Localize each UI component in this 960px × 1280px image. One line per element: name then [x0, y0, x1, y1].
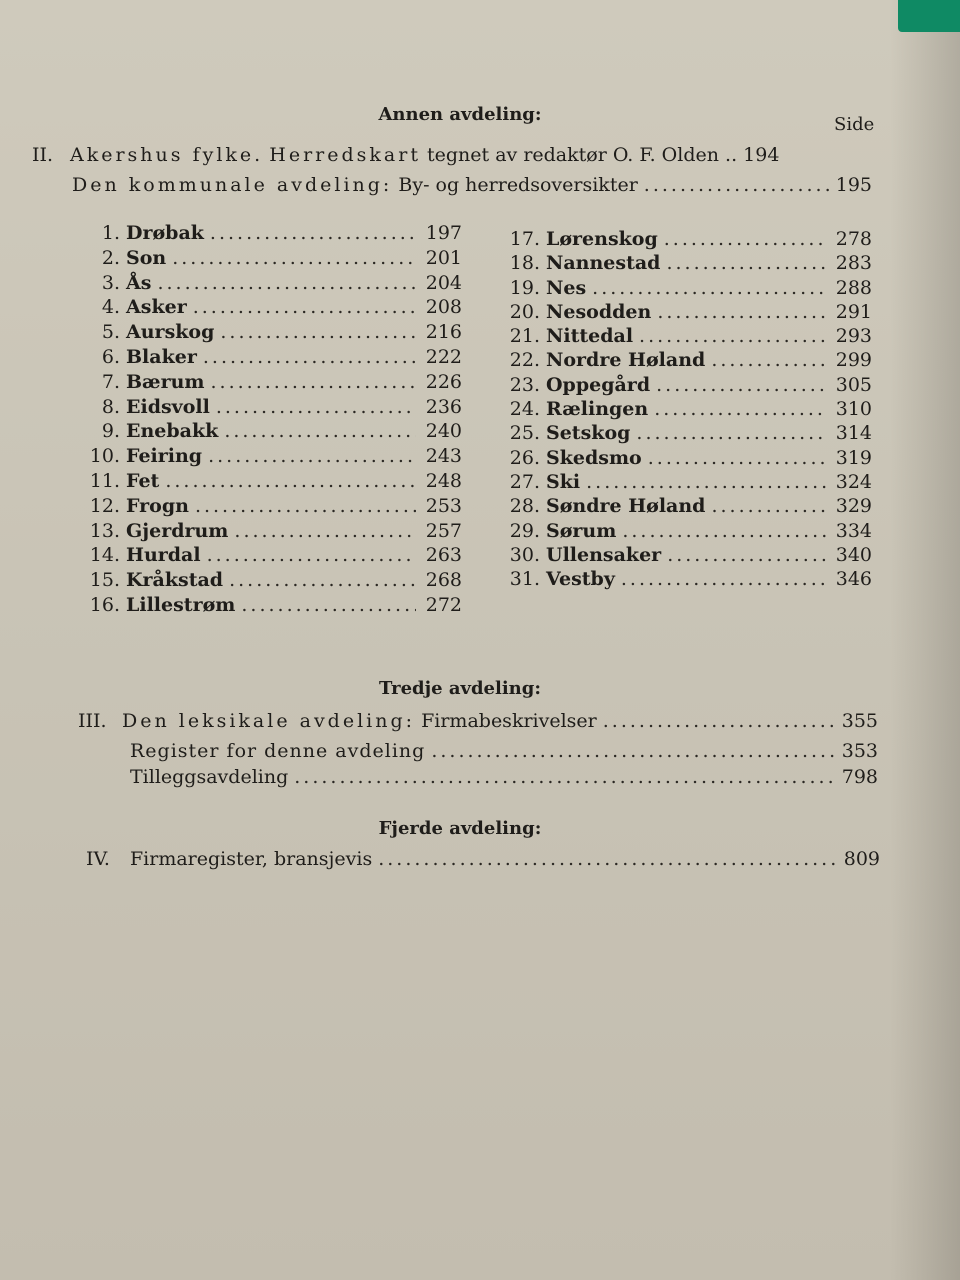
entry-name: Nannestad: [546, 252, 661, 275]
entry-number: 19.: [509, 276, 540, 299]
part2-sub-line: [72, 174, 872, 196]
fjerde-avdeling-heading: Fjerde avdeling:: [378, 818, 542, 839]
part3-tillegg-label: Tilleggsavdeling: [130, 766, 289, 788]
entry-page: 248: [425, 469, 462, 492]
part2-title-spaced: Akershus fylke.: [70, 144, 264, 166]
part3-title-rest: Firmabeskrivelser: [421, 710, 597, 732]
entry-page: 272: [425, 593, 462, 616]
leader-dots: [211, 371, 416, 393]
entry-name: Skedsmo: [546, 446, 642, 469]
leader-dots: [592, 277, 826, 299]
entry-number: 31.: [509, 568, 540, 591]
list-item: [506, 398, 872, 422]
entry-page: 240: [425, 420, 462, 443]
entry-page: 334: [835, 519, 872, 542]
entry-name: Son: [126, 246, 167, 269]
list-item: [86, 396, 462, 421]
part3-register-label: Register for denne avdeling: [130, 740, 426, 762]
entry-page: 236: [425, 395, 462, 418]
part3-title-page: 355: [841, 710, 878, 732]
entry-name: Søndre Høland: [546, 495, 706, 518]
entry-number: 24.: [509, 398, 540, 421]
entry-page: 243: [425, 445, 462, 468]
entry-number: 16.: [89, 593, 120, 616]
entry-number: 28.: [509, 495, 540, 518]
part3-register-page: 353: [841, 740, 878, 762]
leader-dots: [193, 296, 416, 318]
part4-page: 809: [843, 848, 880, 870]
leader-dots: [639, 325, 826, 347]
part4-title-line: [86, 848, 880, 870]
entry-page: 208: [425, 296, 462, 319]
entry-number: 9.: [101, 420, 120, 443]
entry-number: 4.: [101, 296, 120, 319]
entry-page: 197: [425, 222, 462, 244]
list-item: [506, 520, 872, 544]
entry-name: Frogn: [126, 494, 189, 517]
entry-number: 22.: [509, 349, 540, 372]
entry-name: Bærum: [126, 370, 205, 393]
leader-dots: [216, 396, 416, 418]
list-item: [86, 222, 462, 247]
entry-page: 329: [835, 495, 872, 518]
entry-page: 305: [835, 373, 872, 396]
entry-number: 1.: [101, 222, 120, 244]
list-item: [86, 470, 462, 495]
entry-page: 319: [835, 446, 872, 469]
list-item: [506, 471, 872, 495]
leader-dots: [667, 544, 826, 566]
list-item: [86, 420, 462, 445]
part3-roman: III.: [78, 710, 107, 732]
municipality-list-left: [86, 222, 462, 619]
leader-dots: [664, 228, 826, 250]
leader-dots: [172, 247, 416, 269]
entry-number: 23.: [509, 373, 540, 396]
list-item: [86, 594, 462, 619]
entry-page: 278: [835, 228, 872, 250]
entry-number: 6.: [101, 345, 120, 368]
part4-title: Firmaregister, bransjevis: [130, 848, 373, 870]
part3-register-line: [130, 740, 878, 762]
side-column-label: Side: [834, 114, 875, 135]
entry-number: 21.: [509, 325, 540, 348]
green-cover-corner: [898, 0, 960, 32]
leader-dots: [603, 710, 836, 732]
entry-number: 30.: [509, 543, 540, 566]
entry-page: 263: [425, 544, 462, 567]
list-item: [506, 252, 872, 276]
leader-dots: [208, 445, 416, 467]
entry-name: Ullensaker: [546, 543, 662, 566]
part3-title-spaced: Den leksikale avdeling:: [122, 710, 416, 732]
entry-page: 293: [835, 325, 872, 348]
part3-title-line: [78, 710, 878, 732]
list-item: [86, 296, 462, 321]
entry-page: 204: [425, 271, 462, 294]
list-item: [86, 520, 462, 545]
leader-dots: [656, 374, 826, 396]
leader-dots: [711, 349, 826, 371]
entry-number: 7.: [101, 370, 120, 393]
list-item: [506, 447, 872, 471]
leader-dots: [657, 301, 826, 323]
entry-page: 288: [835, 276, 872, 299]
part2-sub-rest: By- og herredsoversikter: [398, 174, 638, 196]
entry-page: 314: [835, 422, 872, 445]
entry-page: 222: [425, 345, 462, 368]
entry-page: 257: [425, 519, 462, 542]
entry-number: 27.: [509, 470, 540, 493]
leader-dots: [666, 252, 826, 274]
list-item: [86, 247, 462, 272]
list-item: [506, 422, 872, 446]
entry-name: Kråkstad: [126, 569, 224, 592]
entry-name: Asker: [126, 296, 187, 319]
entry-number: 10.: [89, 445, 120, 468]
entry-number: 25.: [509, 422, 540, 445]
part3-tillegg-line: [130, 766, 878, 788]
entry-name: Enebakk: [126, 420, 219, 443]
part2-title-spaced2: Herredskart: [269, 144, 421, 166]
leader-dots: [210, 222, 416, 244]
list-item: [506, 325, 872, 349]
entry-number: 5.: [101, 321, 120, 344]
entry-name: Drøbak: [126, 222, 204, 244]
entry-page: 340: [835, 543, 872, 566]
entry-name: Aurskog: [126, 321, 215, 344]
entry-name: Blaker: [126, 345, 197, 368]
entry-number: 11.: [89, 469, 120, 492]
leader-dots: [165, 470, 416, 492]
leader-dots: [648, 447, 826, 469]
leader-dots: [431, 740, 835, 762]
list-item: [506, 568, 872, 592]
leader-dots: [654, 398, 826, 420]
entry-number: 3.: [101, 271, 120, 294]
part3-tillegg-page: 798: [841, 766, 878, 788]
entry-name: Nes: [546, 276, 587, 299]
part4-roman: IV.: [86, 848, 110, 870]
entry-name: Lillestrøm: [126, 593, 236, 616]
annen-avdeling-heading: Annen avdeling:: [378, 104, 542, 125]
entry-number: 20.: [509, 300, 540, 323]
list-item: [86, 495, 462, 520]
entry-number: 8.: [101, 395, 120, 418]
entry-number: 18.: [509, 252, 540, 275]
entry-name: Nesodden: [546, 300, 652, 323]
entry-page: 201: [425, 246, 462, 269]
list-item: [86, 321, 462, 346]
list-item: [86, 371, 462, 396]
entry-page: 299: [835, 349, 872, 372]
entry-name: Feiring: [126, 445, 203, 468]
entry-page: 324: [835, 470, 872, 493]
entry-name: Ås: [126, 271, 152, 294]
leader-dots: [224, 420, 416, 442]
part2-title-rest: tegnet av redaktør O. F. Olden: [427, 144, 719, 166]
municipality-list-right: [506, 228, 872, 592]
entry-name: Lørenskog: [546, 228, 658, 250]
leader-dots: [622, 520, 826, 542]
entry-page: 216: [425, 321, 462, 344]
list-item: [86, 346, 462, 371]
leader-dots: [636, 422, 826, 444]
entry-number: 26.: [509, 446, 540, 469]
entry-name: Setskog: [546, 422, 631, 445]
part2-sub-page: 195: [835, 174, 872, 196]
leader-dots: [241, 594, 416, 616]
entry-name: Vestby: [546, 568, 615, 591]
entry-number: 14.: [89, 544, 120, 567]
entry-name: Nordre Høland: [546, 349, 706, 372]
leader-dots: [203, 346, 416, 368]
entry-page: 253: [425, 494, 462, 517]
entry-name: Rælingen: [546, 398, 649, 421]
entry-page: 283: [835, 252, 872, 275]
list-item: [506, 301, 872, 325]
page-edge-shadow: [890, 0, 960, 1280]
list-item: [506, 374, 872, 398]
leader-dots: [220, 321, 416, 343]
list-item: [506, 544, 872, 568]
entry-name: Hurdal: [126, 544, 201, 567]
list-item: [86, 544, 462, 569]
list-item: [86, 272, 462, 297]
entry-name: Gjerdrum: [126, 519, 229, 542]
leader-dots: [195, 495, 416, 517]
list-item: [506, 495, 872, 519]
part2-title-page: 194: [743, 144, 780, 166]
list-item: [506, 349, 872, 373]
list-item: [506, 277, 872, 301]
entry-page: 310: [835, 398, 872, 421]
leader-dots: [234, 520, 416, 542]
part2-roman: II.: [32, 144, 54, 166]
entry-number: 15.: [89, 569, 120, 592]
leader-dots: [711, 495, 826, 517]
leader-dots: [207, 544, 416, 566]
entry-name: Eidsvoll: [126, 395, 210, 418]
leader-dots: [294, 766, 835, 788]
entry-page: 346: [835, 568, 872, 591]
tredje-avdeling-heading: Tredje avdeling:: [379, 678, 541, 699]
entry-number: 12.: [89, 494, 120, 517]
leader-dots: [644, 174, 830, 196]
list-item: [86, 445, 462, 470]
entry-number: 29.: [509, 519, 540, 542]
entry-name: Sørum: [546, 519, 617, 542]
list-item: [506, 228, 872, 252]
part2-sub-spaced: Den kommunale avdeling:: [72, 174, 393, 196]
entry-page: 268: [425, 569, 462, 592]
entry-number: 17.: [509, 228, 540, 250]
entry-name: Nittedal: [546, 325, 634, 348]
entry-page: 226: [425, 370, 462, 393]
entry-number: 2.: [101, 246, 120, 269]
entry-number: 13.: [89, 519, 120, 542]
leader-dots: [157, 272, 416, 294]
leader-dots: [586, 471, 826, 493]
leader-dots: [621, 568, 826, 590]
entry-page: 291: [835, 300, 872, 323]
part2-title-dots: ..: [725, 144, 738, 166]
list-item: [86, 569, 462, 594]
part2-title-line: [32, 144, 872, 166]
entry-name: Fet: [126, 469, 160, 492]
leader-dots: [229, 569, 416, 591]
leader-dots: [378, 848, 838, 870]
entry-name: Ski: [546, 470, 581, 493]
entry-name: Oppegård: [546, 373, 651, 396]
